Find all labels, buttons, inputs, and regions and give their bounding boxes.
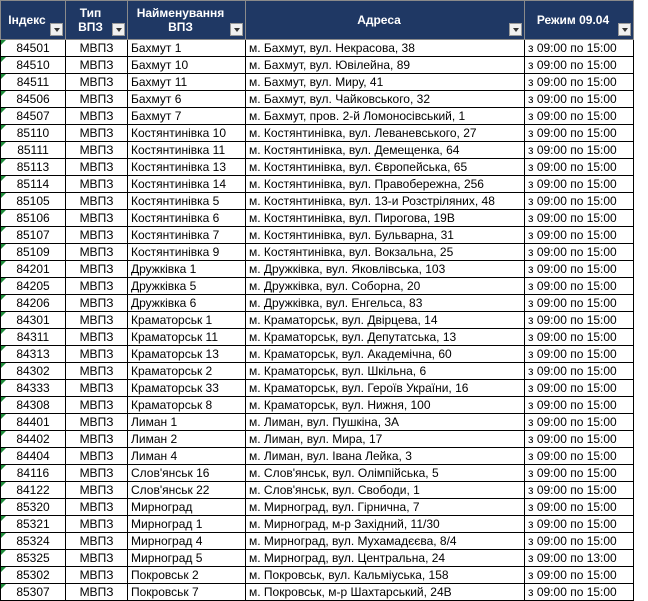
cell-name[interactable]: Костянтинівка 14 [128,176,246,193]
cell-address[interactable]: м. Костянтинівка, вул. Європейська, 65 [246,159,525,176]
cell-address[interactable]: м. Дружківка, вул. Соборна, 20 [246,278,525,295]
cell-address[interactable]: м. Лиман, вул. Івана Лейка, 3 [246,448,525,465]
cell-type[interactable]: МВПЗ [66,363,128,380]
cell-address[interactable]: м. Бахмут, вул. Чайковського, 32 [246,91,525,108]
cell-schedule[interactable]: з 09:00 по 15:00 [525,482,634,499]
cell-type[interactable]: МВПЗ [66,159,128,176]
table-row [1,329,634,346]
table-row [1,108,634,125]
cell-address[interactable]: м. Краматорськ, вул. Академічна, 60 [246,346,525,363]
cell-type[interactable]: МВПЗ [66,312,128,329]
table-row [1,295,634,312]
cell-name[interactable]: Костянтинівка 9 [128,244,246,261]
table-row [1,567,634,584]
cell-type[interactable]: МВПЗ [66,346,128,363]
cell-type[interactable]: МВПЗ [66,125,128,142]
cell-index[interactable]: 84308 [1,397,66,414]
cell-name[interactable]: Покровськ 2 [128,567,246,584]
cell-index[interactable]: 84511 [1,74,66,91]
filter-dropdown-icon[interactable] [509,23,522,36]
table-row [1,431,634,448]
cell-index[interactable]: 84116 [1,465,66,482]
table-row [1,159,634,176]
cell-schedule[interactable]: з 09:00 по 15:00 [525,465,634,482]
column-header-label: Режим 09.04 [536,13,610,27]
table-row [1,210,634,227]
table-row [1,533,634,550]
cell-index[interactable]: 85106 [1,210,66,227]
filter-dropdown-icon[interactable] [230,23,243,36]
cell-schedule[interactable]: з 09:00 по 15:00 [525,176,634,193]
cell-schedule[interactable]: з 09:00 по 15:00 [525,125,634,142]
table-row [1,499,634,516]
cell-type[interactable]: МВПЗ [66,499,128,516]
cell-name[interactable]: Костянтинівка 13 [128,159,246,176]
table-row [1,584,634,601]
cell-type[interactable]: МВПЗ [66,176,128,193]
cell-index[interactable]: 84402 [1,431,66,448]
cell-address[interactable]: м. Костянтинівка, вул. Вокзальна, 25 [246,244,525,261]
cell-name[interactable]: Краматорськ 8 [128,397,246,414]
column-header-index [1,1,66,40]
cell-name[interactable]: Лиман 4 [128,448,246,465]
cell-schedule[interactable]: з 09:00 по 15:00 [525,329,634,346]
table-row [1,125,634,142]
table-row [1,91,634,108]
column-header-label: Адреса [357,13,401,27]
cell-schedule[interactable]: з 09:00 по 15:00 [525,278,634,295]
cell-name[interactable]: Бахмут 10 [128,57,246,74]
cell-address[interactable]: м. Бахмут, пров. 2-й Ломоносівський, 1 [246,108,525,125]
table-row [1,142,634,159]
cell-type[interactable]: МВПЗ [66,91,128,108]
cell-schedule[interactable]: з 09:00 по 15:00 [525,363,634,380]
table-row [1,380,634,397]
cell-schedule[interactable]: з 09:00 по 15:00 [525,346,634,363]
cell-schedule[interactable]: з 09:00 по 15:00 [525,567,634,584]
cell-address[interactable]: м. Слов'янськ, вул. Олімпійська, 5 [246,465,525,482]
cell-address[interactable]: м. Бахмут, вул. Миру, 41 [246,74,525,91]
column-header-label: Тип ВПЗ [78,6,103,34]
cell-type[interactable]: МВПЗ [66,74,128,91]
cell-schedule[interactable]: з 09:00 по 15:00 [525,210,634,227]
table-row [1,176,634,193]
table-row [1,261,634,278]
cell-name[interactable]: Краматорськ 1 [128,312,246,329]
cell-name[interactable]: Слов'янськ 16 [128,465,246,482]
cell-schedule[interactable]: з 09:00 по 15:00 [525,91,634,108]
cell-address[interactable]: м. Краматорськ, вул. Шкільна, 6 [246,363,525,380]
filter-dropdown-icon[interactable] [112,23,125,36]
cell-index[interactable]: 85114 [1,176,66,193]
cell-name[interactable]: Краматорськ 2 [128,363,246,380]
cell-name[interactable]: Покровськ 7 [128,584,246,601]
cell-schedule[interactable]: з 09:00 по 15:00 [525,414,634,431]
cell-index[interactable]: 84201 [1,261,66,278]
cell-type[interactable]: МВПЗ [66,295,128,312]
cell-name[interactable]: Костянтинівка 7 [128,227,246,244]
cell-address[interactable]: м. Слов'янськ, вул. Свободи, 1 [246,482,525,499]
cell-index[interactable]: 85307 [1,584,66,601]
cell-type[interactable]: МВПЗ [66,227,128,244]
cell-address[interactable]: м. Мирноград, вул. Гірнична, 7 [246,499,525,516]
cell-index[interactable]: 85302 [1,567,66,584]
table-row [1,244,634,261]
cell-schedule[interactable]: з 09:00 по 15:00 [525,74,634,91]
table-row [1,57,634,74]
cell-address[interactable]: м. Лиман, вул. Пушкіна, 3А [246,414,525,431]
cell-type[interactable]: МВПЗ [66,142,128,159]
table-row [1,550,634,567]
cell-schedule[interactable]: з 09:00 по 15:00 [525,380,634,397]
cell-type[interactable]: МВПЗ [66,584,128,601]
cell-index[interactable]: 84501 [1,40,66,57]
cell-schedule[interactable]: з 09:00 по 15:00 [525,227,634,244]
cell-schedule[interactable]: з 09:00 по 15:00 [525,448,634,465]
cell-index[interactable]: 84302 [1,363,66,380]
table-row [1,312,634,329]
cell-index[interactable]: 85109 [1,244,66,261]
cell-address[interactable]: м. Мирноград, м-р Західний, 11/30 [246,516,525,533]
cell-type[interactable]: МВПЗ [66,431,128,448]
cell-type[interactable]: МВПЗ [66,210,128,227]
cell-name[interactable]: Бахмут 11 [128,74,246,91]
cell-index[interactable]: 85113 [1,159,66,176]
cell-schedule[interactable]: з 09:00 по 15:00 [525,499,634,516]
column-header-schedule [525,1,634,40]
cell-name[interactable]: Мирноград 4 [128,533,246,550]
cell-name[interactable]: Костянтинівка 11 [128,142,246,159]
cell-name[interactable]: Бахмут 6 [128,91,246,108]
cell-address[interactable]: м. Краматорськ, вул. Депутатська, 13 [246,329,525,346]
cell-index[interactable]: 84122 [1,482,66,499]
cell-address[interactable]: м. Лиман, вул. Мира, 17 [246,431,525,448]
cell-address[interactable]: м. Костянтинівка, вул. Правобережна, 256 [246,176,525,193]
cell-type[interactable]: МВПЗ [66,533,128,550]
cell-schedule[interactable]: з 09:00 по 15:00 [525,193,634,210]
filter-dropdown-icon[interactable] [50,23,63,36]
table-row [1,193,634,210]
cell-type[interactable]: МВПЗ [66,193,128,210]
cell-name[interactable]: Краматорськ 33 [128,380,246,397]
table-row [1,516,634,533]
table-row [1,397,634,414]
header-row [1,1,634,40]
cell-index[interactable]: 85107 [1,227,66,244]
cell-type[interactable]: МВПЗ [66,40,128,57]
cell-address[interactable]: м. Покровськ, м-р Шахтарський, 24В [246,584,525,601]
cell-name[interactable]: Мирноград [128,499,246,516]
cell-index[interactable]: 84510 [1,57,66,74]
table-row [1,278,634,295]
cell-index[interactable]: 84205 [1,278,66,295]
column-header-address [246,1,525,40]
cell-index[interactable]: 85111 [1,142,66,159]
cell-name[interactable]: Лиман 1 [128,414,246,431]
table-row [1,227,634,244]
cell-schedule[interactable]: з 09:00 по 15:00 [525,397,634,414]
cell-address[interactable]: м. Краматорськ, вул. Нижня, 100 [246,397,525,414]
cell-name[interactable]: Костянтинівка 5 [128,193,246,210]
cell-address[interactable]: м. Мирноград, вул. Центральна, 24 [246,550,525,567]
cell-address[interactable]: м. Краматорськ, вул. Героїв України, 16 [246,380,525,397]
column-header-name [128,1,246,40]
cell-schedule[interactable]: з 09:00 по 15:00 [525,142,634,159]
cell-index[interactable]: 84507 [1,108,66,125]
cell-schedule[interactable]: з 09:00 по 15:00 [525,261,634,278]
cell-index[interactable]: 84313 [1,346,66,363]
cell-index[interactable]: 84506 [1,91,66,108]
cell-schedule[interactable]: з 09:00 по 15:00 [525,516,634,533]
cell-name[interactable]: Лиман 2 [128,431,246,448]
cell-schedule[interactable]: з 09:00 по 15:00 [525,584,634,601]
table-row [1,482,634,499]
table-row [1,40,634,57]
cell-index[interactable]: 84301 [1,312,66,329]
cell-type[interactable]: МВПЗ [66,397,128,414]
cell-address[interactable]: м. Краматорськ, вул. Двірцева, 14 [246,312,525,329]
cell-schedule[interactable]: з 09:00 по 13:00 [525,550,634,567]
cell-index[interactable]: 85321 [1,516,66,533]
cell-index[interactable]: 84311 [1,329,66,346]
cell-name[interactable]: Дружківка 5 [128,278,246,295]
cell-address[interactable]: м. Бахмут, вул. Ювілейна, 89 [246,57,525,74]
cell-name[interactable]: Слов'янськ 22 [128,482,246,499]
cell-name[interactable]: Бахмут 1 [128,40,246,57]
cell-name[interactable]: Дружківка 1 [128,261,246,278]
cell-name[interactable]: Краматорськ 13 [128,346,246,363]
cell-name[interactable]: Костянтинівка 10 [128,125,246,142]
table-row [1,346,634,363]
cell-type[interactable]: МВПЗ [66,465,128,482]
cell-name[interactable]: Краматорськ 11 [128,329,246,346]
cell-address[interactable]: м. Дружківка, вул. Енгельса, 83 [246,295,525,312]
cell-index[interactable]: 85105 [1,193,66,210]
cell-type[interactable]: МВПЗ [66,329,128,346]
cell-index[interactable]: 85320 [1,499,66,516]
cell-address[interactable]: м. Костянтинівка, вул. Бульварна, 31 [246,227,525,244]
cell-index[interactable]: 84401 [1,414,66,431]
table-row [1,465,634,482]
cell-type[interactable]: МВПЗ [66,482,128,499]
cell-index[interactable]: 84206 [1,295,66,312]
cell-index[interactable]: 84404 [1,448,66,465]
table-row [1,448,634,465]
cell-index[interactable]: 85324 [1,533,66,550]
cell-address[interactable]: м. Покровськ, вул. Кальміуська, 158 [246,567,525,584]
cell-schedule[interactable]: з 09:00 по 15:00 [525,244,634,261]
cell-type[interactable]: МВПЗ [66,414,128,431]
table-row [1,414,634,431]
cell-name[interactable]: Мирноград 5 [128,550,246,567]
cell-index[interactable]: 85110 [1,125,66,142]
table-row [1,363,634,380]
column-header-label: Найменування ВПЗ [136,6,225,34]
cell-name[interactable]: Дружківка 6 [128,295,246,312]
cell-index[interactable]: 84333 [1,380,66,397]
cell-type[interactable]: МВПЗ [66,567,128,584]
cell-schedule[interactable]: з 09:00 по 15:00 [525,533,634,550]
cell-schedule[interactable]: з 09:00 по 15:00 [525,431,634,448]
cell-address[interactable]: м. Костянтинівка, вул. Пирогова, 19В [246,210,525,227]
cell-schedule[interactable]: з 09:00 по 15:00 [525,40,634,57]
cell-type[interactable]: МВПЗ [66,261,128,278]
cell-type[interactable]: МВПЗ [66,550,128,567]
cell-type[interactable]: МВПЗ [66,244,128,261]
cell-address[interactable]: м. Мирноград, вул. Мухамадєєва, 8/4 [246,533,525,550]
cell-address[interactable]: м. Бахмут, вул. Некрасова, 38 [246,40,525,57]
cell-schedule[interactable]: з 09:00 по 15:00 [525,159,634,176]
cell-type[interactable]: МВПЗ [66,380,128,397]
cell-schedule[interactable]: з 09:00 по 15:00 [525,295,634,312]
cell-schedule[interactable]: з 09:00 по 15:00 [525,108,634,125]
cell-name[interactable]: Мирноград 1 [128,516,246,533]
cell-type[interactable]: МВПЗ [66,448,128,465]
cell-schedule[interactable]: з 09:00 по 15:00 [525,57,634,74]
column-header-type [66,1,128,40]
cell-type[interactable]: МВПЗ [66,108,128,125]
filter-dropdown-icon[interactable] [618,23,631,36]
cell-type[interactable]: МВПЗ [66,278,128,295]
column-header-label: Індекс [8,13,46,27]
cell-address[interactable]: м. Костянтинівка, вул. 13-и Розстріляних, 48 [246,193,525,210]
cell-name[interactable]: Костянтинівка 6 [128,210,246,227]
cell-name[interactable]: Бахмут 7 [128,108,246,125]
cell-type[interactable]: МВПЗ [66,57,128,74]
cell-address[interactable]: м. Костянтинівка, вул. Леваневського, 27 [246,125,525,142]
cell-index[interactable]: 85325 [1,550,66,567]
cell-address[interactable]: м. Костянтинівка, вул. Демещенка, 64 [246,142,525,159]
cell-address[interactable]: м. Дружківка, вул. Яковлівська, 103 [246,261,525,278]
cell-schedule[interactable]: з 09:00 по 15:00 [525,312,634,329]
cell-type[interactable]: МВПЗ [66,516,128,533]
table-row [1,74,634,91]
